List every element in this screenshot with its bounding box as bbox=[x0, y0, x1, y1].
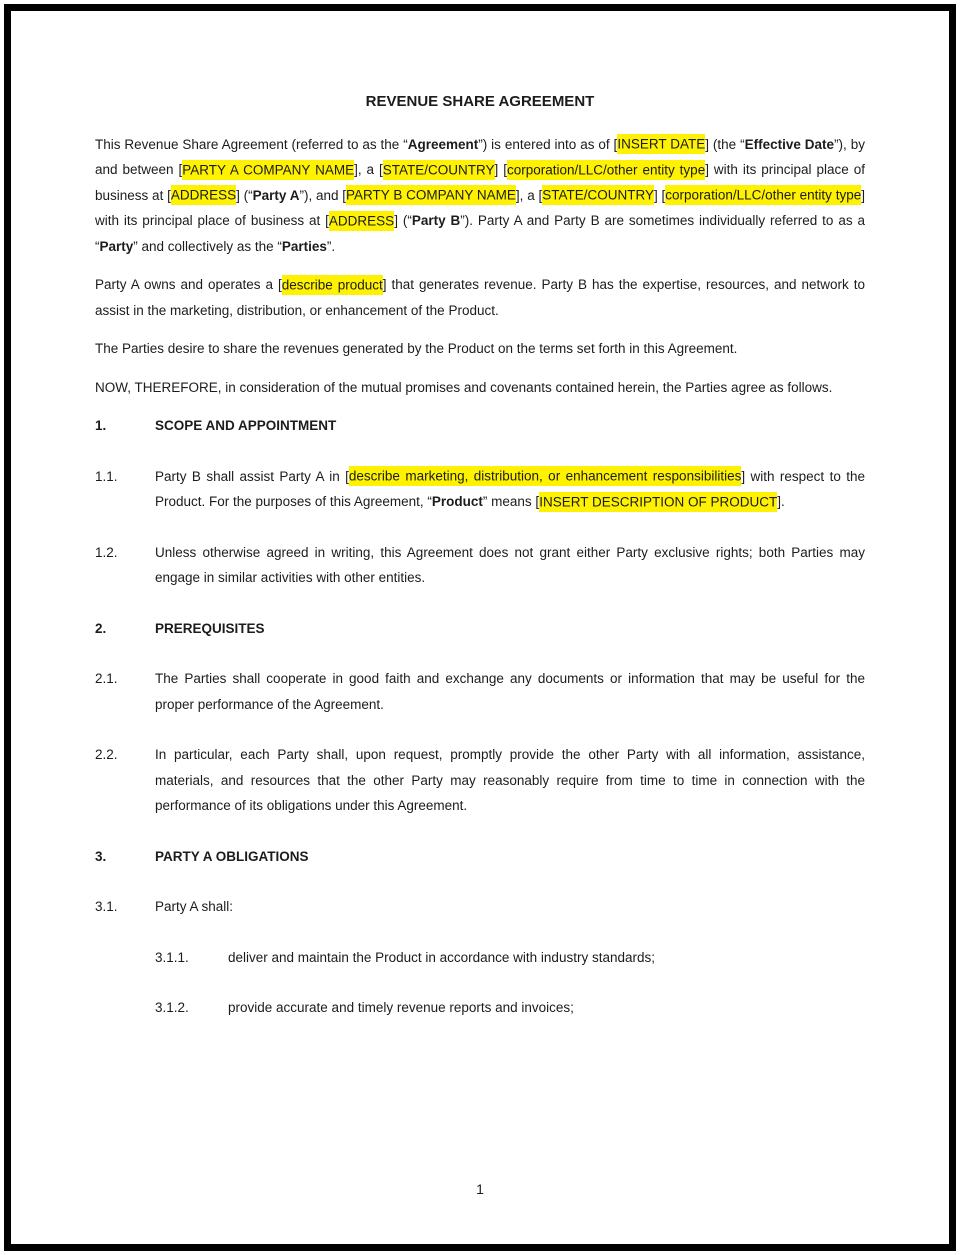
text-run: ”) is entered into as of [ bbox=[478, 136, 618, 152]
clause-text bbox=[228, 995, 865, 1021]
clause-number: 3.1. bbox=[95, 899, 118, 914]
text-run: ”. bbox=[326, 238, 336, 254]
heading-text: PARTY A OBLIGATIONS bbox=[155, 848, 309, 864]
heading-text: SCOPE AND APPOINTMENT bbox=[155, 418, 337, 433]
text-run: This Revenue Share Agreement (referred to as the “ bbox=[95, 136, 408, 152]
placeholder-highlight: describe marketing, distribution, or enhancement responsibilities bbox=[349, 466, 741, 486]
placeholder-highlight: corporation/LLC/other entity type bbox=[665, 185, 861, 205]
text-run: The Parties shall cooperate in good faith and exchange any documents or information that may be useful for the proper performance of the Agreement. bbox=[155, 671, 865, 712]
clause-number: 3. bbox=[95, 848, 107, 864]
clause-number: 2. bbox=[95, 620, 107, 636]
placeholder-highlight: PARTY A COMPANY NAME bbox=[182, 160, 354, 180]
paragraph bbox=[95, 336, 865, 362]
numbered-clause bbox=[95, 666, 865, 717]
text-run: Unless otherwise agreed in writing, this Agreement does not grant either Party exclusive rights; both Parties may engage in similar activities with other entities. bbox=[155, 544, 865, 585]
defined-term: Agreement bbox=[407, 136, 479, 152]
defined-term: Effective Date bbox=[744, 136, 835, 152]
text-run: ] [ bbox=[494, 162, 507, 177]
defined-term: Party B bbox=[411, 213, 461, 228]
numbered-clause bbox=[95, 464, 865, 515]
text-run: The Parties desire to share the revenues generated by the Product on the terms set forth in this Agreement. bbox=[95, 341, 738, 356]
text-run: In particular, each Party shall, upon request, promptly provide the other Party with all information, assistance, materials, and resources that the other Party may reasonably require from time to time in connection with the performance of its obligations under this Agreement. bbox=[155, 747, 865, 813]
text-run: deliver and maintain the Product in accordance with industry standards; bbox=[228, 949, 655, 965]
text-run: ”). Party A and Party B are sometimes individually referred to as a “ bbox=[95, 213, 865, 254]
placeholder-highlight: INSERT DATE bbox=[617, 134, 705, 154]
text-run: Party A owns and operates a [ bbox=[95, 277, 282, 292]
text-run: Party A shall: bbox=[155, 899, 234, 914]
text-run: ] (“ bbox=[394, 213, 412, 228]
text-run: ” means [ bbox=[482, 494, 540, 509]
text-run: NOW, THEREFORE, in consideration of the mutual promises and covenants contained herein, the Parties agree as follows. bbox=[95, 379, 833, 395]
text-run: ], a [ bbox=[354, 162, 383, 177]
section-heading bbox=[95, 844, 865, 870]
placeholder-highlight: ADDRESS bbox=[329, 211, 394, 231]
defined-term: Parties bbox=[281, 238, 327, 254]
defined-term: Party bbox=[99, 238, 134, 254]
page-number: 1 bbox=[476, 1181, 484, 1197]
text-run: ] [ bbox=[654, 187, 666, 203]
clause-number: 1.2. bbox=[95, 544, 118, 560]
document-page bbox=[4, 4, 956, 1251]
text-run: ], a [ bbox=[515, 187, 543, 203]
text-run: ] with respect to the Product. For the purposes of this Agreement, “ bbox=[155, 468, 866, 509]
placeholder-highlight: ADDRESS bbox=[171, 185, 236, 205]
clause-text bbox=[155, 742, 865, 819]
clause-text bbox=[155, 666, 865, 717]
placeholder-highlight: describe product bbox=[282, 275, 383, 295]
section-heading bbox=[95, 616, 865, 642]
placeholder-highlight: corporation/LLC/other entity type bbox=[507, 160, 705, 180]
clause-text bbox=[228, 945, 865, 971]
numbered-clause bbox=[155, 995, 865, 1021]
placeholder-highlight: INSERT DESCRIPTION OF PRODUCT bbox=[539, 492, 777, 512]
clause-text bbox=[155, 464, 865, 515]
text-run: ”), by and between [ bbox=[95, 136, 865, 177]
numbered-clause bbox=[95, 742, 865, 819]
paragraph bbox=[95, 132, 865, 260]
document-content bbox=[11, 11, 949, 1021]
text-run: ] that generates revenue. Party B has the expertise, resources, and network to assist in the marketing, distribution, or enhancement of the Product. bbox=[95, 277, 866, 318]
clause-text bbox=[155, 540, 865, 591]
numbered-clause bbox=[95, 894, 865, 920]
clause-number: 1. bbox=[95, 418, 107, 433]
clause-number: 1.1. bbox=[95, 468, 118, 484]
paragraph bbox=[95, 375, 865, 401]
text-run: ] with its principal place of business at [ bbox=[95, 162, 865, 203]
placeholder-highlight: PARTY B COMPANY NAME bbox=[346, 185, 516, 205]
placeholder-highlight: STATE/COUNTRY bbox=[383, 160, 495, 180]
text-run: ] with its principal place of business at [ bbox=[95, 187, 865, 228]
text-run: ]. bbox=[777, 494, 785, 509]
text-run: ” and collectively as the “ bbox=[133, 238, 282, 254]
text-run: ”), and [ bbox=[299, 187, 347, 203]
numbered-clause bbox=[95, 540, 865, 591]
numbered-clause bbox=[155, 945, 865, 971]
clause-number: 2.2. bbox=[95, 747, 118, 762]
heading-text: PREREQUISITES bbox=[155, 620, 265, 636]
paragraph bbox=[95, 272, 865, 323]
defined-term: Product bbox=[431, 494, 483, 509]
clause-number: 2.1. bbox=[95, 671, 118, 686]
defined-term: Party A bbox=[252, 187, 300, 203]
text-run: ] (the “ bbox=[705, 136, 745, 152]
section-heading bbox=[95, 413, 865, 439]
text-run: ] (“ bbox=[236, 187, 253, 203]
clause-number: 3.1.1. bbox=[155, 949, 189, 965]
document-body bbox=[95, 132, 865, 1021]
document-title: REVENUE SHARE AGREEMENT bbox=[365, 93, 595, 110]
placeholder-highlight: STATE/COUNTRY bbox=[542, 185, 654, 205]
text-run: provide accurate and timely revenue reports and invoices; bbox=[228, 1000, 574, 1015]
clause-text bbox=[155, 894, 865, 920]
clause-number: 3.1.2. bbox=[155, 1000, 189, 1015]
text-run: Party B shall assist Party A in [ bbox=[155, 468, 349, 484]
